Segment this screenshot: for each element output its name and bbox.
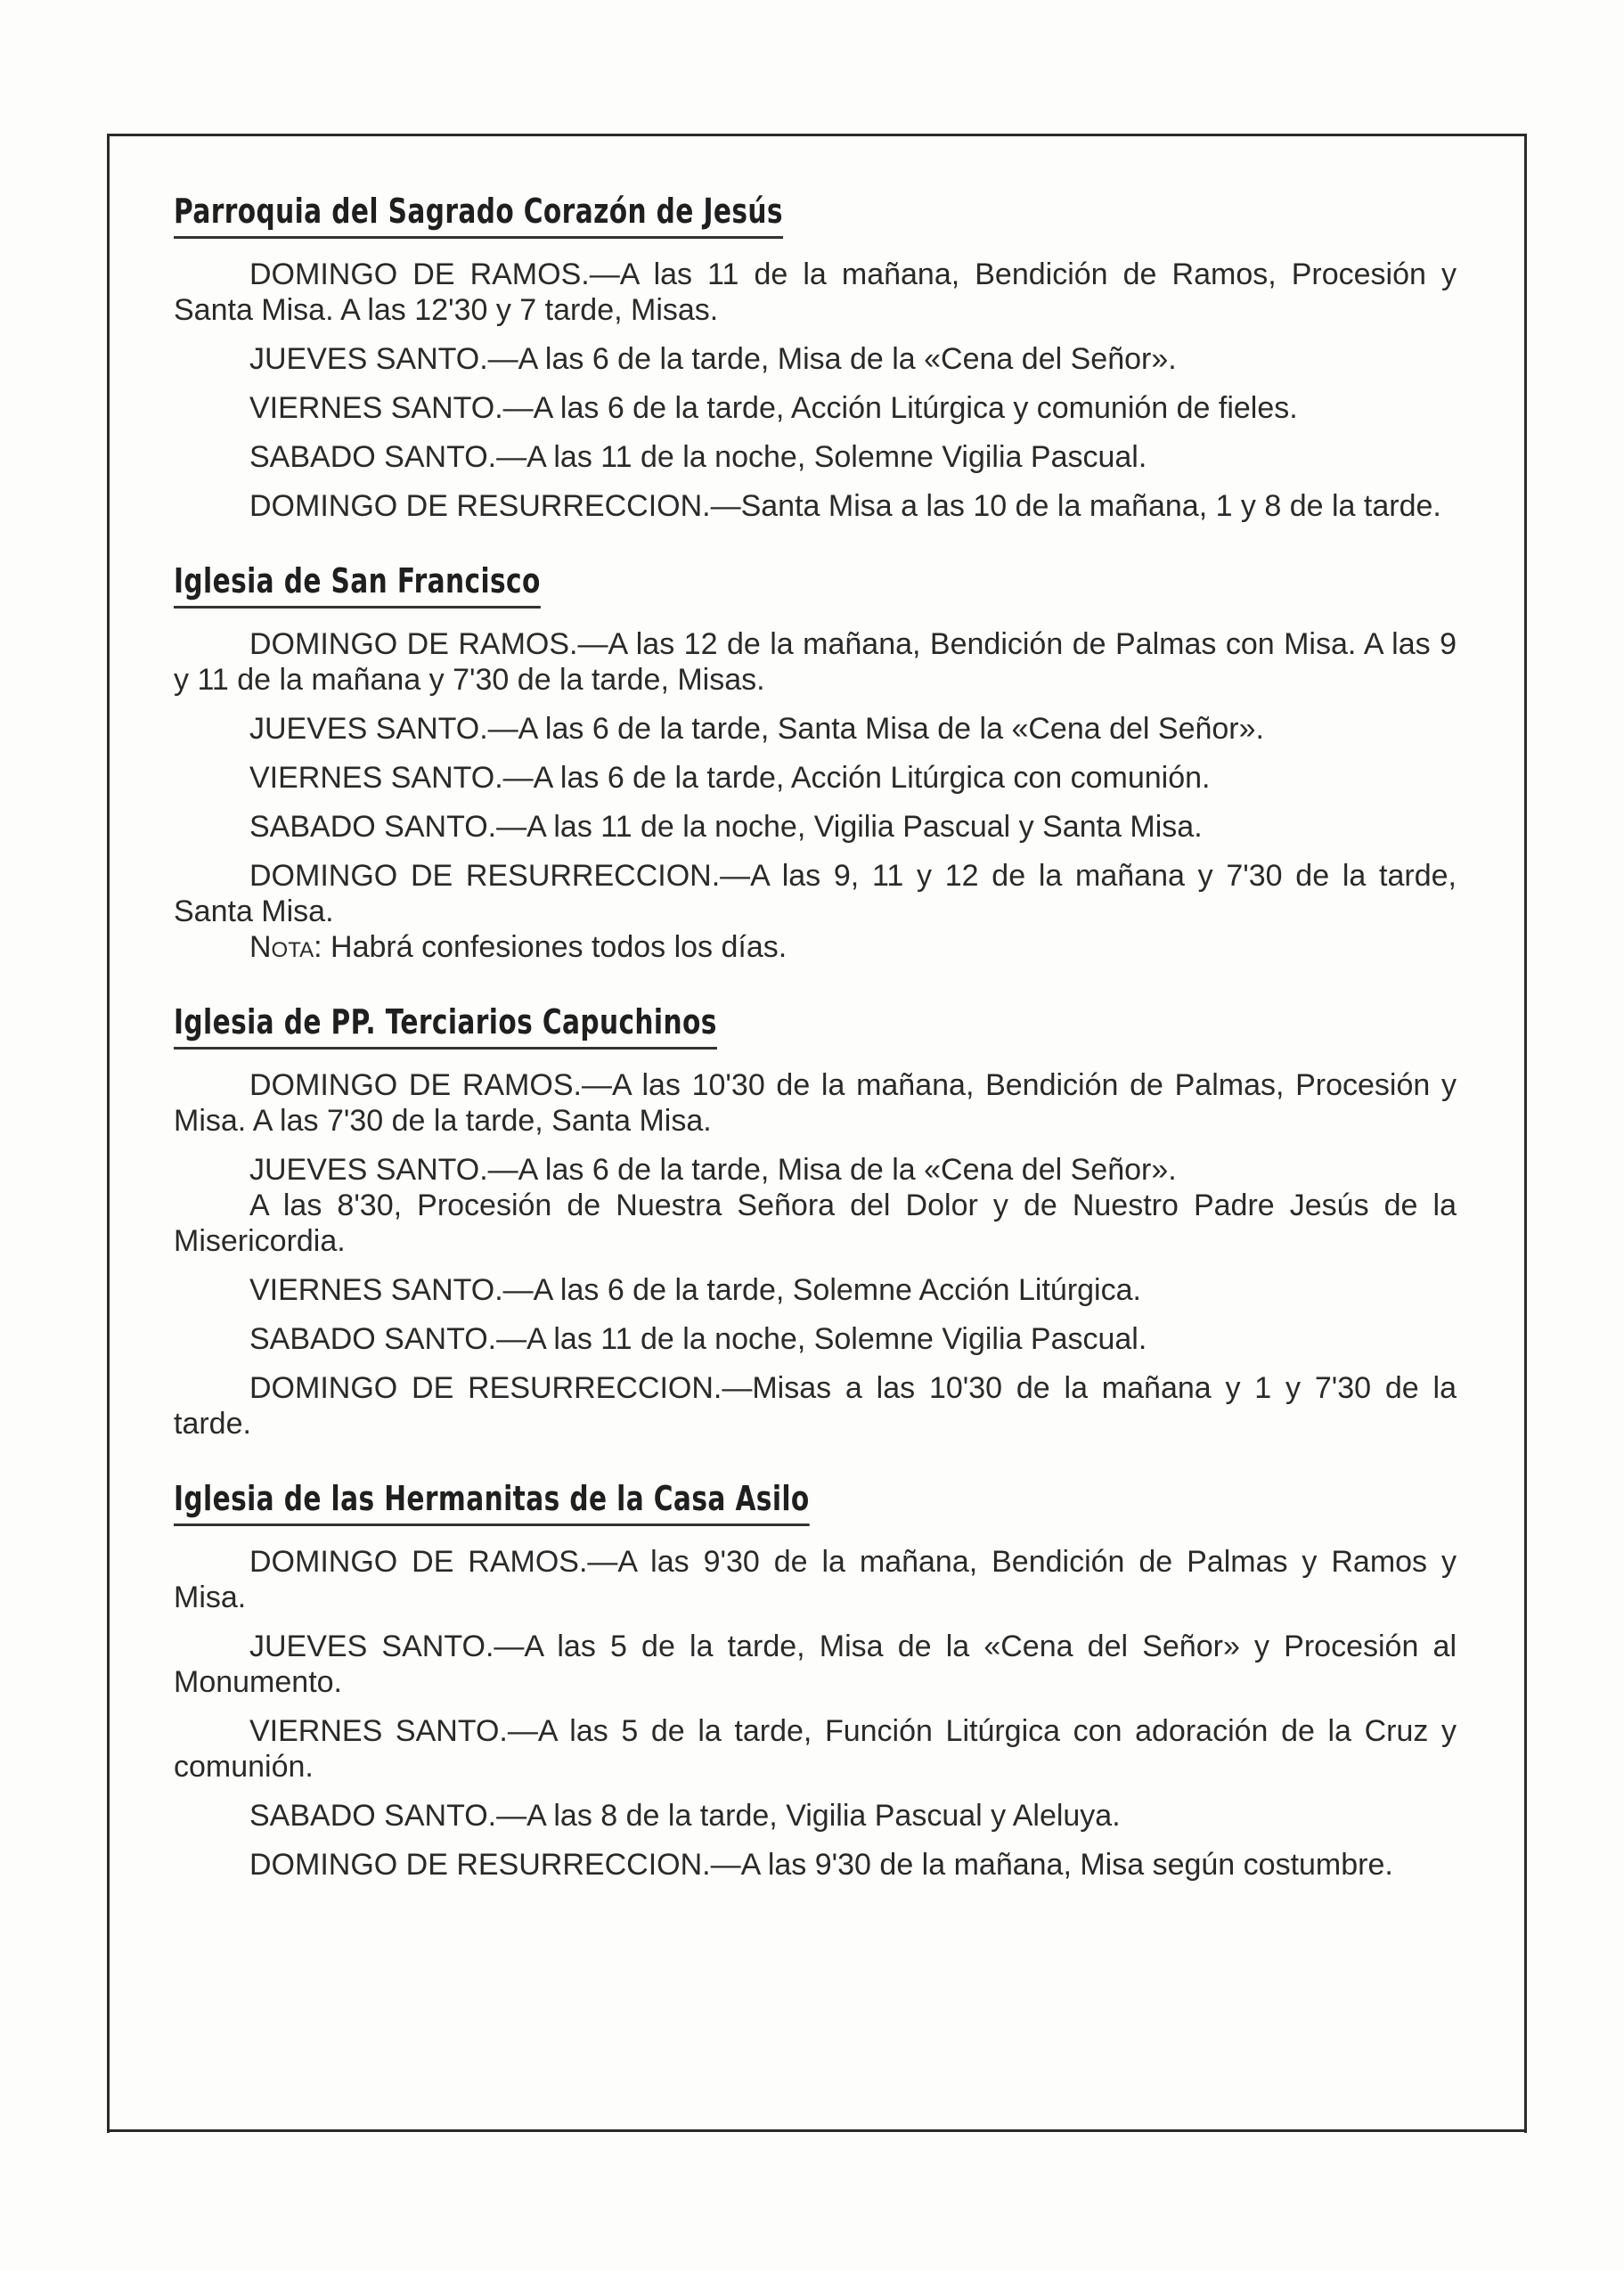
note-paragraph <box>174 929 1457 965</box>
schedule-paragraph: SABADO SANTO.—A las 8 de la tarde, Vigilia Pascual y Aleluya. <box>249 1799 1121 1833</box>
note-text: Habrá confesiones todos los días. <box>331 930 788 964</box>
schedule-paragraph: JUEVES SANTO.—A las 6 de la tarde, Misa de la «Cena del Señor». <box>249 1153 1177 1187</box>
schedule-paragraph: DOMINGO DE RESURRECCION.—A las 9, 11 y 12 de la mañana y 7'30 de la tarde, Santa Misa. <box>174 859 1457 928</box>
section-heading: Iglesia de San Francisco <box>174 561 541 609</box>
section-san-francisco <box>174 561 1457 965</box>
schedule-paragraph: JUEVES SANTO.—A las 5 de la tarde, Misa de la «Cena del Señor» y Procesión al Monumento. <box>174 1630 1457 1699</box>
section-heading: Parroquia del Sagrado Corazón de Jesús <box>174 192 783 239</box>
schedule-paragraph: SABADO SANTO.—A las 11 de la noche, Solemne Vigilia Pascual. <box>249 440 1147 474</box>
schedule-paragraph: VIERNES SANTO.—A las 5 de la tarde, Función Litúrgica con adoración de la Cruz y comunión. <box>174 1714 1457 1784</box>
schedule-paragraph: SABADO SANTO.—A las 11 de la noche, Solemne Vigilia Pascual. <box>249 1322 1147 1356</box>
bottom-rule <box>107 2129 1524 2132</box>
schedule-paragraph: DOMINGO DE RAMOS.—A las 11 de la mañana, Bendición de Ramos, Procesión y Santa Misa. A las 12'30 y 7 tarde, Misas. <box>174 257 1457 327</box>
section-sagrado-corazon <box>174 192 1457 524</box>
note-label: Nota: <box>249 930 322 964</box>
schedule-paragraph: JUEVES SANTO.—A las 6 de la tarde, Santa Misa de la «Cena del Señor». <box>249 712 1264 746</box>
schedule-paragraph: DOMINGO DE RAMOS.—A las 9'30 de la mañana, Bendición de Palmas y Ramos y Misa. <box>174 1545 1457 1614</box>
section-terciarios-capuchinos <box>174 1002 1457 1442</box>
section-hermanitas-casa-asilo <box>174 1479 1457 1883</box>
schedule-paragraph: SABADO SANTO.—A las 11 de la noche, Vigilia Pascual y Santa Misa. <box>249 810 1203 844</box>
schedule-paragraph: DOMINGO DE RESURRECCION.—A las 9'30 de la mañana, Misa según costumbre. <box>249 1848 1393 1882</box>
schedule-paragraph: VIERNES SANTO.—A las 6 de la tarde, Acción Litúrgica con comunión. <box>249 761 1211 795</box>
schedule-paragraph: DOMINGO DE RAMOS.—A las 12 de la mañana, Bendición de Palmas con Misa. A las 9 y 11 de la mañana y 7'30 de la tarde, Misas. <box>174 627 1457 697</box>
top-rule <box>107 134 1524 136</box>
schedule-paragraph: JUEVES SANTO.—A las 6 de la tarde, Misa de la «Cena del Señor». <box>249 342 1177 376</box>
schedule-paragraph: VIERNES SANTO.—A las 6 de la tarde, Solemne Acción Litúrgica. <box>249 1273 1141 1307</box>
section-heading: Iglesia de las Hermanitas de la Casa Asilo <box>174 1479 810 1526</box>
schedule-content <box>174 192 1457 1920</box>
schedule-paragraph: DOMINGO DE RESURRECCION.—Santa Misa a las 10 de la mañana, 1 y 8 de la tarde. <box>249 489 1441 523</box>
section-heading: Iglesia de PP. Terciarios Capuchinos <box>174 1002 717 1050</box>
schedule-paragraph: VIERNES SANTO.—A las 6 de la tarde, Acción Litúrgica y comunión de fieles. <box>249 391 1298 425</box>
schedule-paragraph: A las 8'30, Procesión de Nuestra Señora del Dolor y de Nuestro Padre Jesús de la Misericordia. <box>174 1189 1457 1258</box>
schedule-paragraph: DOMINGO DE RAMOS.—A las 10'30 de la mañana, Bendición de Palmas, Procesión y Misa. A las 7'30 de la tarde, Santa Misa. <box>174 1068 1457 1138</box>
schedule-paragraph: DOMINGO DE RESURRECCION.—Misas a las 10'30 de la mañana y 1 y 7'30 de la tarde. <box>174 1371 1457 1441</box>
